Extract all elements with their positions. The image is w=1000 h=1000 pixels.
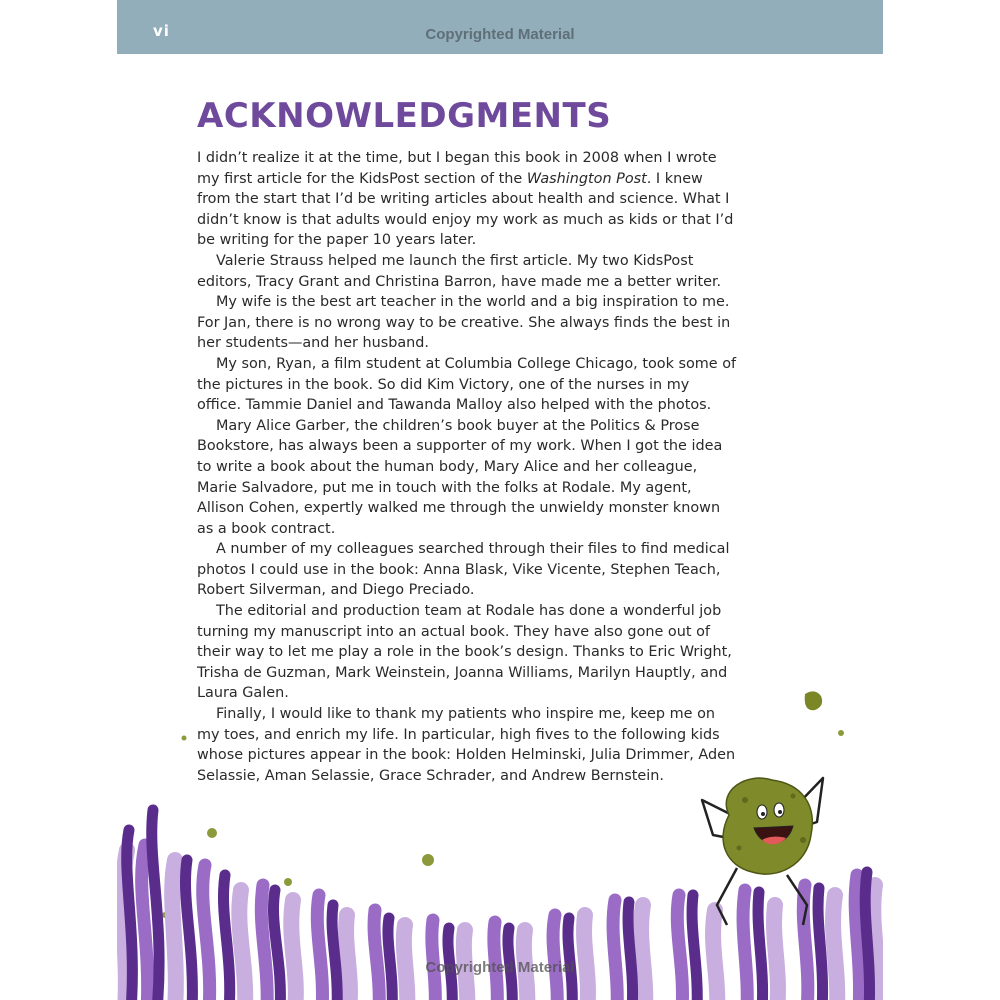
page-folio: vi [153, 22, 170, 40]
watermark-bottom: Copyrighted Material [425, 959, 575, 976]
newspaper-title: Washington Post [526, 170, 647, 187]
paragraph-text: . I knew from the start that I’d be writing articles about health and science. What I didn’t know is that adults would enjoy my work as much as kids or that I’d be writing for the paper 10 years later. [197, 170, 734, 249]
paragraph: My wife is the best art teacher in the world and a big inspiration to me. For Jan, there is no wrong way to be creative. She always finds the best in her students—and her husband. [197, 294, 731, 352]
paragraph: A number of my colleagues searched through their files to find medical photos I could use in the book: Anna Blask, Vike Vicente, Stephen Teach, Robert Silverman, and Diego Preciado. [197, 541, 730, 599]
paragraph: The editorial and production team at Rodale has done a wonderful job turning my manuscript into an actual book. They have also gone out of their way to let me play a role in the book’s design. Thanks to Eric Wright, Trisha de Guzman, Mark Weinstein, Joanna Williams, Marilyn Hauptly, and Laura Galen. [197, 603, 732, 702]
green-splat-icon [805, 691, 822, 710]
paragraph: Valerie Strauss helped me launch the first article. My two KidsPost editors, Tracy Grant and Christina Barron, have made me a better writer. [197, 252, 722, 290]
page-title: ACKNOWLEDGMENTS [197, 96, 612, 136]
purple-tendrils-illustration [117, 0, 883, 1000]
paragraph: Finally, I would like to thank my patients who inspire me, keep me on my toes, and enrich my life. In particular, high fives to the following kids whose pictures appear in the book: Holden Helminski, Julia Drimmer, Aden Selassie, Aman Selassie, Grace Schrader, and Andrew Bernstein. [197, 706, 736, 784]
paragraph: My son, Ryan, a film student at Columbia College Chicago, took some of the pictures in the book. So did Kim Victory, one of the nurses in my office. Tammie Daniel and Tawanda Malloy also helped with the photos. [197, 355, 737, 414]
book-page [117, 0, 883, 1000]
paragraph: Mary Alice Garber, the children’s book buyer at the Politics & Prose Bookstore, has always been a supporter of my work. When I got the idea to write a book about the human body, Mary Alice and her colleague, Marie Salvadore, put me in touch with the folks at Rodale. My agent, Allison Cohen, expertly walked me through the unwieldy monster known as a book contract. [197, 417, 723, 537]
paragraph-text: I didn’t realize it at the time, but I began this book in 2008 when I wrote my first article for the KidsPost section of the [197, 150, 717, 187]
watermark-top: Copyrighted Material [425, 26, 575, 43]
